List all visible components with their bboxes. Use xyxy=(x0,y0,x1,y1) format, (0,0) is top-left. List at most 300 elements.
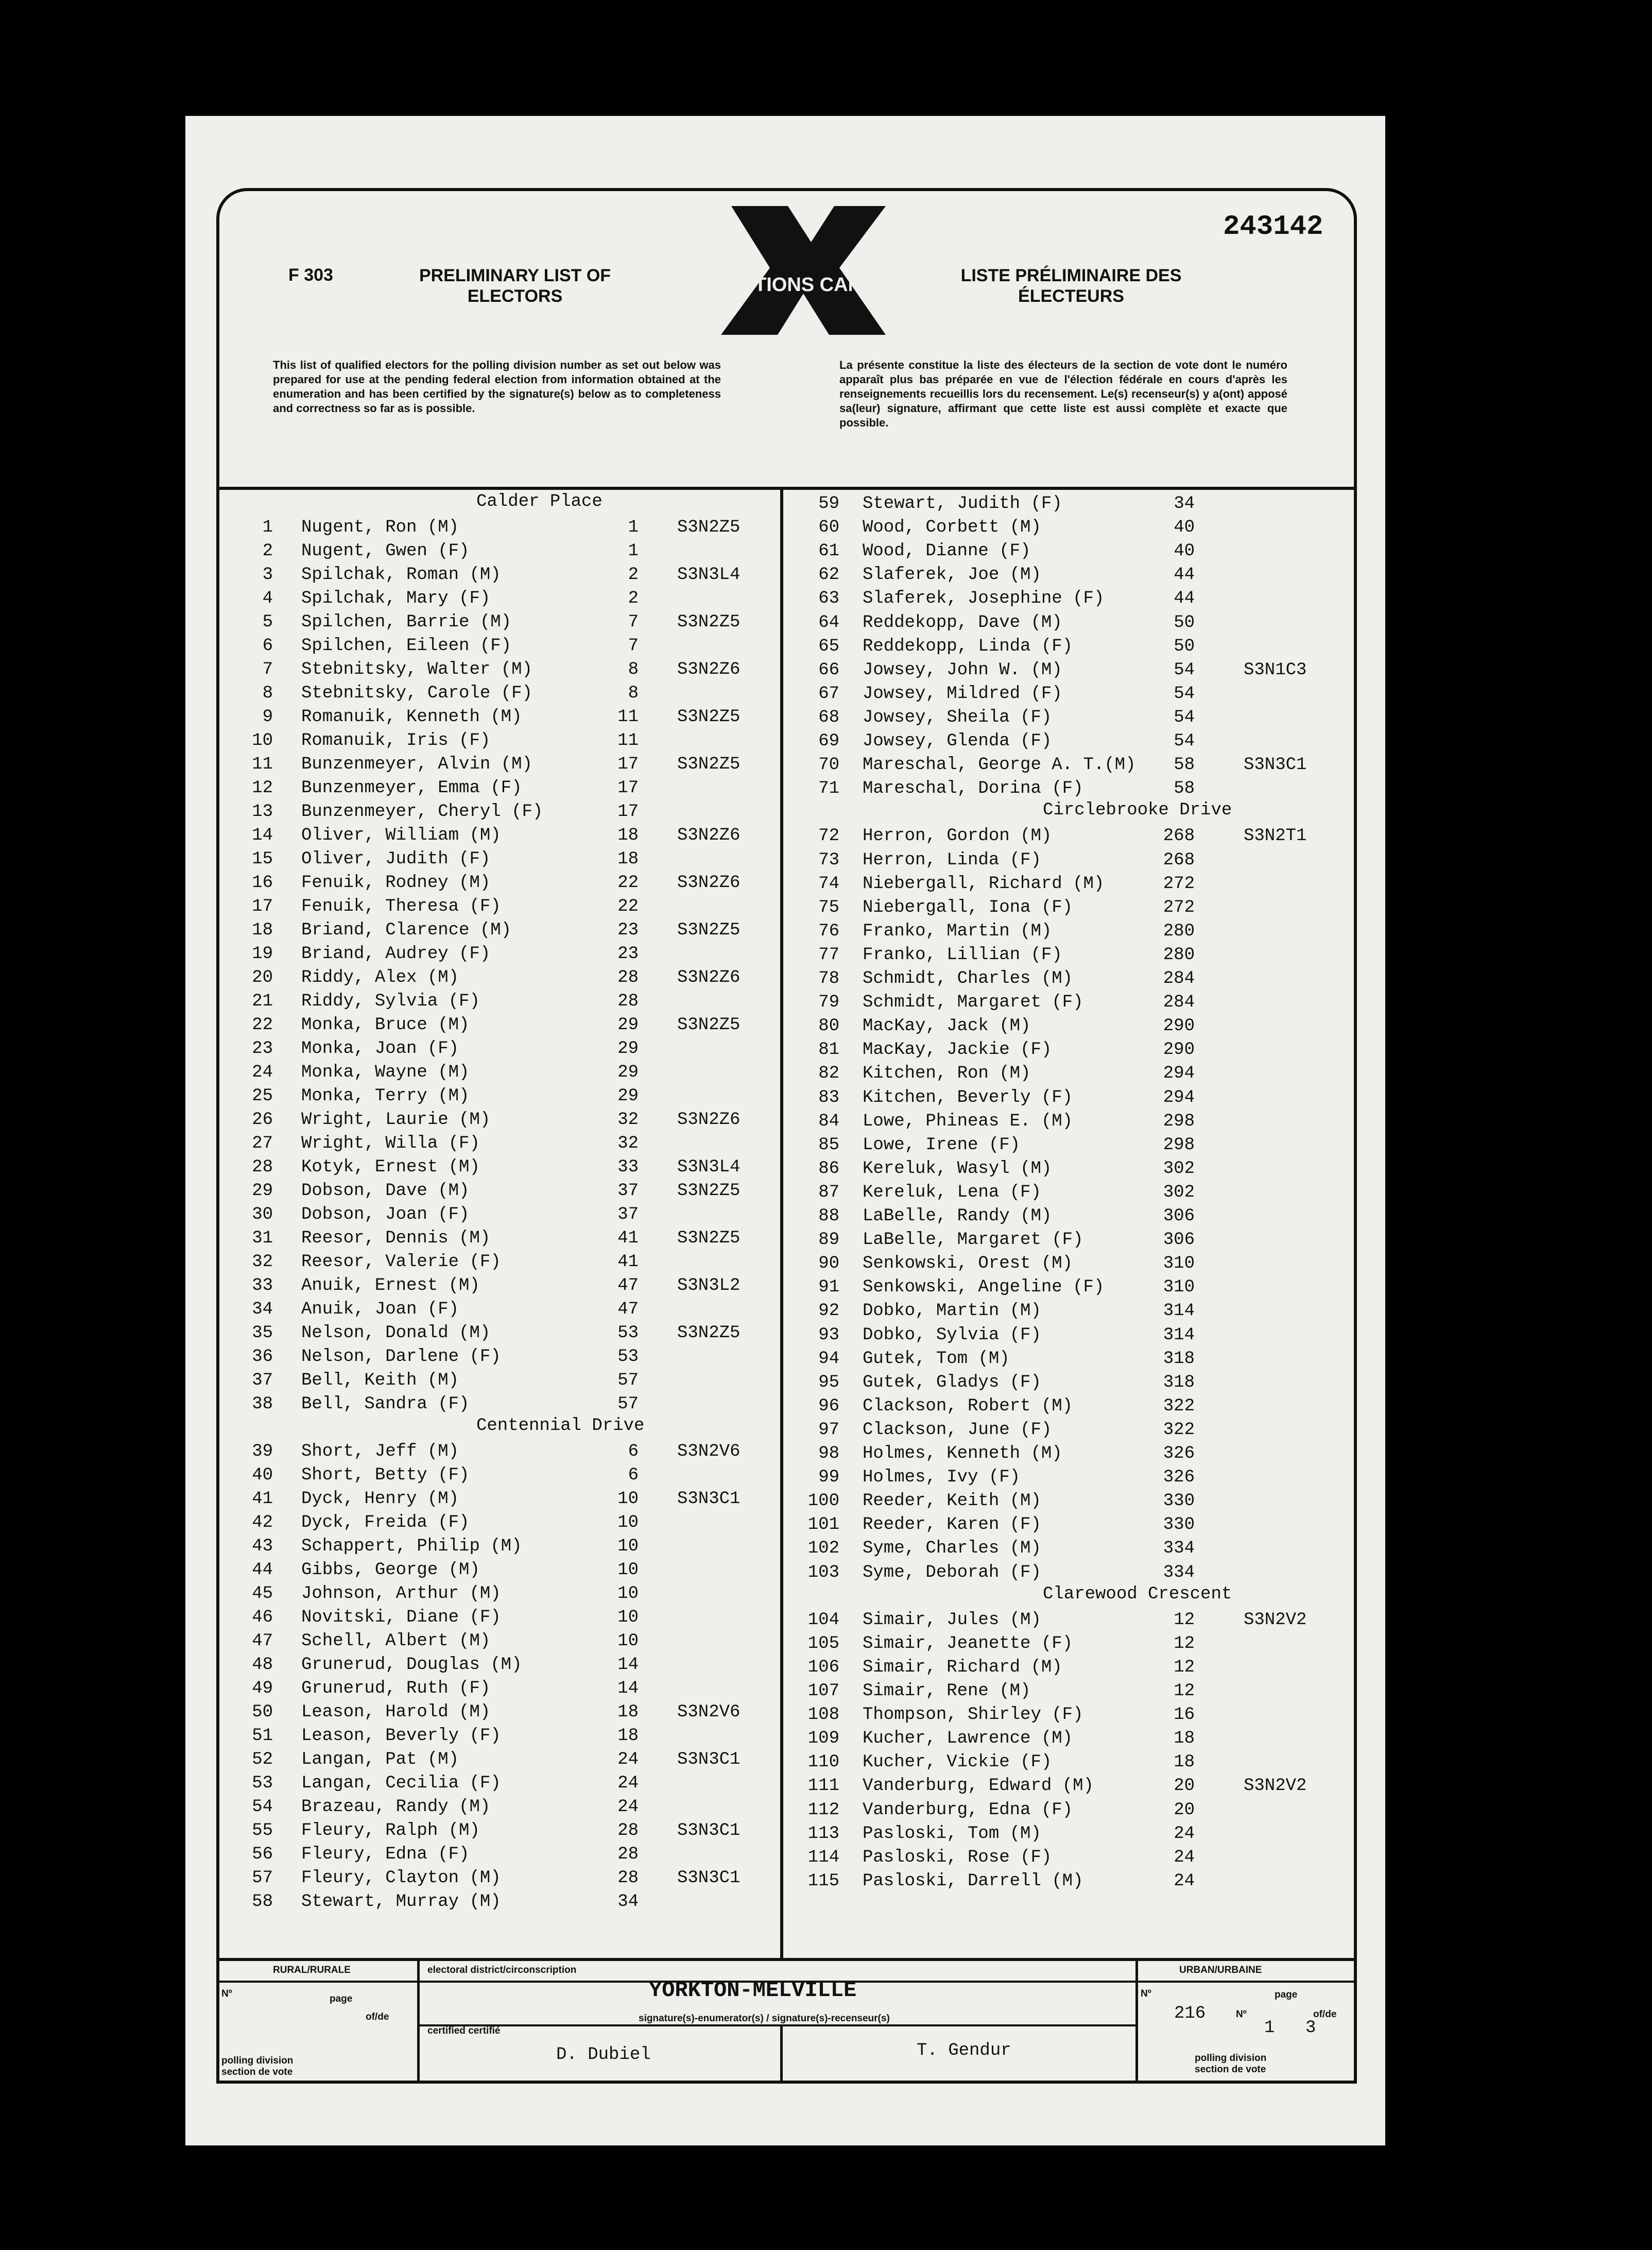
elector-number: 53 xyxy=(252,1774,273,1793)
elector-number: 78 xyxy=(818,969,839,988)
signature-2: T. Gendur xyxy=(917,2041,1011,2060)
elector-name: Gutek, Gladys (F) xyxy=(863,1372,1041,1392)
elector-number: 12 xyxy=(252,778,273,798)
elector-name: Kereluk, Wasyl (M) xyxy=(863,1158,1052,1179)
elector-name: Jowsey, Sheila (F) xyxy=(863,707,1052,727)
elector-row xyxy=(237,1392,778,1416)
elector-name: MacKay, Jack (M) xyxy=(863,1016,1031,1036)
elector-number: 48 xyxy=(252,1655,273,1675)
elector-number: 39 xyxy=(252,1442,273,1461)
elector-row xyxy=(237,1132,778,1155)
elector-address: 326 xyxy=(1163,1444,1195,1463)
elector-number: 37 xyxy=(252,1371,273,1390)
elector-number: 32 xyxy=(252,1252,273,1272)
elector-number: 35 xyxy=(252,1323,273,1343)
elector-row xyxy=(237,1463,778,1487)
elector-row xyxy=(803,1537,1354,1560)
rural-polling-label: polling division section de vote xyxy=(221,2055,294,2077)
elector-row xyxy=(237,824,778,847)
elector-address: 22 xyxy=(617,873,639,893)
elector-name: Short, Betty (F) xyxy=(301,1465,470,1485)
elector-name: Schappert, Philip (M) xyxy=(301,1537,522,1556)
elector-number: 59 xyxy=(818,494,839,514)
elector-name: Oliver, William (M) xyxy=(301,826,501,845)
elector-number: 105 xyxy=(807,1633,839,1654)
elector-number: 47 xyxy=(252,1631,273,1651)
elector-name: Fleury, Edna (F) xyxy=(301,1845,470,1864)
elector-name: Vanderburg, Edna (F) xyxy=(863,1800,1073,1820)
elector-name: Pasloski, Tom (M) xyxy=(863,1823,1041,1844)
elector-address: 40 xyxy=(1174,541,1195,561)
elector-name: Niebergall, Iona (F) xyxy=(863,897,1073,917)
elector-row xyxy=(803,1679,1354,1703)
elector-number: 58 xyxy=(252,1892,273,1912)
elector-name: Bell, Sandra (F) xyxy=(301,1394,470,1414)
elector-number: 62 xyxy=(818,565,839,585)
elector-row xyxy=(803,848,1354,872)
elector-number: 61 xyxy=(818,541,839,561)
elector-postal-code: S3N2Z6 xyxy=(677,968,741,987)
elector-row xyxy=(237,1535,778,1558)
elector-number: 22 xyxy=(252,1015,273,1035)
elector-address: 10 xyxy=(617,1608,639,1627)
elector-name: Nelson, Darlene (F) xyxy=(301,1347,501,1367)
elector-name: Briand, Clarence (M) xyxy=(301,921,512,940)
elector-address: 47 xyxy=(617,1300,639,1319)
elector-postal-code: S3N2V6 xyxy=(677,1702,741,1722)
elector-row xyxy=(237,753,778,776)
elector-number: 73 xyxy=(818,850,839,870)
elector-row xyxy=(803,824,1354,848)
elector-number: 51 xyxy=(252,1726,273,1746)
elector-name: Bell, Keith (M) xyxy=(301,1371,459,1390)
street-heading: Clarewood Crescent xyxy=(1043,1584,1232,1604)
elector-number: 94 xyxy=(818,1349,839,1369)
elector-address: 18 xyxy=(1174,1752,1195,1772)
elector-row xyxy=(803,1228,1354,1252)
elector-number: 4 xyxy=(262,589,273,608)
elector-row xyxy=(237,990,778,1013)
elector-name: Kitchen, Beverly (F) xyxy=(863,1087,1073,1107)
elector-row xyxy=(237,539,778,563)
elector-postal-code: S3N2Z6 xyxy=(677,1110,741,1130)
elector-number: 42 xyxy=(252,1513,273,1532)
elector-row xyxy=(803,919,1354,943)
elector-row xyxy=(237,1250,778,1274)
elector-name: Reeder, Keith (M) xyxy=(863,1491,1041,1511)
elector-number: 49 xyxy=(252,1679,273,1698)
elector-address: 17 xyxy=(617,755,639,774)
elector-number: 57 xyxy=(252,1868,273,1888)
elector-number: 67 xyxy=(818,684,839,704)
elector-address: 298 xyxy=(1163,1111,1195,1131)
elector-row xyxy=(237,1843,778,1866)
elector-row xyxy=(803,492,1354,516)
elector-address: 2 xyxy=(628,565,639,585)
elector-row xyxy=(803,1727,1354,1750)
elector-address: 10 xyxy=(617,1513,639,1532)
elector-row xyxy=(803,1157,1354,1181)
elector-number: 29 xyxy=(252,1181,273,1201)
elector-address: 318 xyxy=(1163,1372,1195,1392)
elector-name: Brazeau, Randy (M) xyxy=(301,1797,491,1817)
elector-address: 24 xyxy=(1174,1871,1195,1891)
elector-name: Monka, Bruce (M) xyxy=(301,1015,470,1035)
elector-name: Dyck, Henry (M) xyxy=(301,1489,459,1509)
footer-signature-rule xyxy=(420,2024,1135,2026)
elector-name: Jowsey, Mildred (F) xyxy=(863,684,1062,704)
elector-name: Briand, Audrey (F) xyxy=(301,944,491,964)
footer-left-box-divider xyxy=(417,1958,420,2084)
elector-number: 99 xyxy=(818,1468,839,1488)
elector-name: Fenuik, Rodney (M) xyxy=(301,873,491,893)
elector-name: Thompson, Shirley (F) xyxy=(863,1705,1083,1725)
elector-name: Short, Jeff (M) xyxy=(301,1442,459,1461)
elector-address: 57 xyxy=(617,1394,639,1414)
elector-address: 7 xyxy=(628,612,639,632)
elector-row xyxy=(237,658,778,681)
elector-address: 32 xyxy=(617,1110,639,1130)
elector-address: 18 xyxy=(1174,1729,1195,1749)
elector-name: Riddy, Sylvia (F) xyxy=(301,992,480,1011)
elector-row xyxy=(237,942,778,966)
elector-name: Dobko, Sylvia (F) xyxy=(863,1325,1041,1345)
elector-number: 56 xyxy=(252,1845,273,1864)
elector-number: 3 xyxy=(262,565,273,585)
elector-name: Syme, Charles (M) xyxy=(863,1539,1041,1559)
elector-address: 10 xyxy=(617,1489,639,1509)
elector-name: Syme, Deborah (F) xyxy=(863,1562,1041,1582)
elector-address: 334 xyxy=(1163,1539,1195,1559)
elector-name: LaBelle, Randy (M) xyxy=(863,1206,1052,1226)
elector-name: Langan, Cecilia (F) xyxy=(301,1774,501,1793)
elector-postal-code: S3N2Z5 xyxy=(677,518,741,537)
elector-row xyxy=(803,753,1354,777)
elector-number: 95 xyxy=(818,1372,839,1392)
elector-name: Dyck, Freida (F) xyxy=(301,1513,470,1532)
elector-name: Stebnitsky, Walter (M) xyxy=(301,660,532,679)
elector-address: 57 xyxy=(617,1371,639,1390)
elector-name: Herron, Linda (F) xyxy=(863,850,1041,870)
elector-address: 50 xyxy=(1174,612,1195,633)
elector-postal-code: S3N2Z5 xyxy=(677,1323,741,1343)
elector-row xyxy=(803,1394,1354,1418)
elector-number: 81 xyxy=(818,1040,839,1060)
urban-polling-label: polling division section de vote xyxy=(1195,2053,1267,2075)
elector-row xyxy=(803,1418,1354,1442)
elector-row xyxy=(803,635,1354,658)
elector-name: Stebnitsky, Carole (F) xyxy=(301,684,532,703)
elections-canada-logo xyxy=(702,206,905,335)
elector-number: 97 xyxy=(818,1420,839,1440)
elector-number: 107 xyxy=(807,1681,839,1701)
elector-address: 44 xyxy=(1174,589,1195,609)
elector-row xyxy=(237,1819,778,1843)
elector-name: Clackson, June (F) xyxy=(863,1420,1052,1440)
elector-address: 322 xyxy=(1163,1420,1195,1440)
elector-number: 88 xyxy=(818,1206,839,1226)
elector-address: 58 xyxy=(1174,779,1195,799)
elector-name: Romanuik, Iris (F) xyxy=(301,731,491,751)
elector-row xyxy=(237,776,778,800)
elector-name: Monka, Joan (F) xyxy=(301,1039,459,1059)
elector-row xyxy=(237,1487,778,1511)
elector-name: Johnson, Arthur (M) xyxy=(301,1584,501,1604)
elector-number: 115 xyxy=(807,1871,839,1891)
elector-row xyxy=(803,1750,1354,1774)
elector-address: 28 xyxy=(617,1868,639,1888)
elector-number: 96 xyxy=(818,1396,839,1416)
elector-row xyxy=(803,1062,1354,1085)
elector-number: 100 xyxy=(807,1491,839,1511)
elector-name: Nugent, Ron (M) xyxy=(301,518,459,537)
elector-name: Niebergall, Richard (M) xyxy=(863,874,1105,894)
elector-number: 110 xyxy=(807,1752,839,1772)
elector-postal-code: S3N2V2 xyxy=(1244,1776,1307,1796)
elector-name: Kereluk, Lena (F) xyxy=(863,1182,1041,1202)
elector-address: 37 xyxy=(617,1205,639,1224)
elector-row xyxy=(237,516,778,539)
elector-row xyxy=(237,1298,778,1321)
elector-address: 23 xyxy=(617,921,639,940)
elector-name: Leason, Beverly (F) xyxy=(301,1726,501,1746)
urban-page-no-label: Nº xyxy=(1236,2009,1247,2020)
elector-address: 284 xyxy=(1163,969,1195,988)
elector-name: Reeder, Karen (F) xyxy=(863,1515,1041,1535)
elector-row xyxy=(237,705,778,729)
elector-name: Wood, Dianne (F) xyxy=(863,541,1031,561)
elector-name: Slaferek, Josephine (F) xyxy=(863,589,1105,609)
elector-number: 108 xyxy=(807,1705,839,1725)
elector-address: 330 xyxy=(1163,1515,1195,1535)
elector-address: 54 xyxy=(1174,684,1195,704)
elector-address: 24 xyxy=(617,1750,639,1769)
elector-number: 72 xyxy=(818,826,839,846)
elector-number: 90 xyxy=(818,1254,839,1274)
elector-row xyxy=(803,516,1354,539)
elector-number: 69 xyxy=(818,731,839,751)
elector-address: 12 xyxy=(1174,1610,1195,1630)
elector-row xyxy=(237,1748,778,1771)
elector-name: Dobson, Joan (F) xyxy=(301,1205,470,1224)
elector-name: Wright, Willa (F) xyxy=(301,1134,480,1153)
elector-name: Anuik, Ernest (M) xyxy=(301,1276,480,1296)
elector-address: 14 xyxy=(617,1679,639,1698)
elector-name: Senkowski, Angeline (F) xyxy=(863,1277,1105,1298)
elector-number: 91 xyxy=(818,1277,839,1298)
elector-address: 298 xyxy=(1163,1135,1195,1155)
elector-row xyxy=(803,1181,1354,1204)
elector-row xyxy=(237,1558,778,1582)
elector-postal-code: S3N2Z5 xyxy=(677,612,741,632)
district-name: YORKTON-MELVILLE xyxy=(649,1978,857,2003)
elector-address: 272 xyxy=(1163,874,1195,894)
elector-row xyxy=(237,634,778,658)
elector-postal-code: S3N2Z5 xyxy=(677,755,741,774)
elector-number: 76 xyxy=(818,921,839,941)
elector-row xyxy=(803,1038,1354,1062)
elector-name: Gibbs, George (M) xyxy=(301,1560,480,1580)
elector-postal-code: S3N3C1 xyxy=(677,1750,741,1769)
page-total: 3 xyxy=(1305,2018,1316,2038)
logo-text: ÉLECTIONS CANADA xyxy=(702,274,905,296)
elector-address: 41 xyxy=(617,1252,639,1272)
elector-row xyxy=(803,1774,1354,1798)
elector-number: 82 xyxy=(818,1064,839,1084)
elector-number: 1 xyxy=(262,518,273,537)
elector-row xyxy=(803,682,1354,706)
urban-label: URBAN/URBAINE xyxy=(1179,1965,1262,1975)
elector-postal-code: S3N2Z6 xyxy=(677,660,741,679)
elector-address: 290 xyxy=(1163,1016,1195,1036)
elector-name: Grunerud, Ruth (F) xyxy=(301,1679,491,1698)
elector-row xyxy=(237,1606,778,1629)
elector-address: 28 xyxy=(617,1821,639,1840)
elector-row xyxy=(237,1226,778,1250)
elector-name: Kucher, Vickie (F) xyxy=(863,1752,1052,1772)
elector-number: 80 xyxy=(818,1016,839,1036)
rural-no-label: Nº xyxy=(221,1988,232,1999)
elector-address: 290 xyxy=(1163,1040,1195,1060)
elector-number: 66 xyxy=(818,660,839,680)
elector-address: 29 xyxy=(617,1063,639,1082)
elector-postal-code: S3N2Z5 xyxy=(677,1229,741,1248)
elector-name: Spilchak, Mary (F) xyxy=(301,589,491,608)
elector-number: 46 xyxy=(252,1608,273,1627)
elector-postal-code: S3N3L2 xyxy=(677,1276,741,1296)
elector-address: 34 xyxy=(1174,494,1195,514)
elector-name: Wood, Corbett (M) xyxy=(863,518,1041,538)
elector-address: 12 xyxy=(1174,1681,1195,1701)
elector-postal-code: S3N3C1 xyxy=(677,1868,741,1888)
elector-row xyxy=(237,1440,778,1463)
elector-row xyxy=(803,1632,1354,1656)
elector-name: Vanderburg, Edward (M) xyxy=(863,1776,1094,1796)
elector-address: 18 xyxy=(617,826,639,845)
elector-row xyxy=(803,1822,1354,1846)
elector-number: 86 xyxy=(818,1158,839,1179)
elector-row xyxy=(237,1203,778,1226)
elector-number: 41 xyxy=(252,1489,273,1509)
elector-row xyxy=(803,1869,1354,1893)
elector-row xyxy=(237,1890,778,1914)
elector-address: 29 xyxy=(617,1015,639,1035)
elector-address: 7 xyxy=(628,636,639,656)
elector-name: Lowe, Phineas E. (M) xyxy=(863,1111,1073,1131)
elector-name: Spilchak, Roman (M) xyxy=(301,565,501,585)
elector-row xyxy=(803,1465,1354,1489)
elector-row xyxy=(803,1846,1354,1869)
intro-en: This list of qualified electors for the polling division number as set out below was prepared for use at the pending federal election from information obtained at the enumeration and has been certified by the signature(s) below as to completeness and correctness so far as is possible. xyxy=(273,359,721,415)
elector-name: Fleury, Ralph (M) xyxy=(301,1821,480,1840)
elector-name: Stewart, Murray (M) xyxy=(301,1892,501,1912)
title-fr: LISTE PRÉLIMINAIRE DES ÉLECTEURS xyxy=(960,266,1182,306)
elector-name: Spilchen, Eileen (F) xyxy=(301,636,512,656)
elector-name: Mareschal, George A. T.(M) xyxy=(863,755,1136,775)
elector-name: Senkowski, Orest (M) xyxy=(863,1254,1073,1274)
elector-address: 16 xyxy=(1174,1705,1195,1725)
elector-row xyxy=(803,1513,1354,1537)
elector-row xyxy=(237,1061,778,1084)
elector-name: Novitski, Diane (F) xyxy=(301,1608,501,1627)
elector-name: Wright, Laurie (M) xyxy=(301,1110,491,1130)
form-code: F 303 xyxy=(288,265,333,285)
elector-address: 54 xyxy=(1174,707,1195,727)
elector-name: Pasloski, Darrell (M) xyxy=(863,1871,1083,1891)
elector-address: 310 xyxy=(1163,1254,1195,1274)
elector-address: 12 xyxy=(1174,1657,1195,1677)
elector-address: 54 xyxy=(1174,660,1195,680)
elector-row xyxy=(237,1155,778,1179)
elector-number: 52 xyxy=(252,1750,273,1769)
elector-number: 93 xyxy=(818,1325,839,1345)
elector-postal-code: S3N2Z6 xyxy=(677,873,741,893)
elector-address: 330 xyxy=(1163,1491,1195,1511)
elector-address: 17 xyxy=(617,802,639,822)
signature-label: signature(s)-enumerator(s) / signature(s)-recenseur(s) xyxy=(639,2013,890,2024)
elector-row xyxy=(803,1489,1354,1513)
elector-number: 98 xyxy=(818,1444,839,1463)
elector-name: Riddy, Alex (M) xyxy=(301,968,459,987)
elector-address: 284 xyxy=(1163,993,1195,1013)
elector-row xyxy=(237,587,778,610)
elector-name: Leason, Harold (M) xyxy=(301,1702,491,1722)
elector-name: Bunzenmeyer, Emma (F) xyxy=(301,778,522,798)
footer-right-box-divider xyxy=(1135,1958,1138,2084)
elector-row xyxy=(803,1656,1354,1679)
elector-row xyxy=(237,729,778,753)
elector-address: 29 xyxy=(617,1086,639,1106)
elector-number: 6 xyxy=(262,636,273,656)
elector-name: Pasloski, Rose (F) xyxy=(863,1847,1052,1867)
elector-row xyxy=(237,610,778,634)
elector-address: 33 xyxy=(617,1157,639,1177)
elector-number: 43 xyxy=(252,1537,273,1556)
urban-page-label: page xyxy=(1275,1989,1298,2000)
rural-label: RURAL/RURALE xyxy=(273,1965,351,1975)
elector-number: 75 xyxy=(818,897,839,917)
elector-name: Lowe, Irene (F) xyxy=(863,1135,1021,1155)
elector-address: 44 xyxy=(1174,565,1195,585)
elector-address: 10 xyxy=(617,1631,639,1651)
elector-postal-code: S3N3C1 xyxy=(677,1489,741,1509)
elector-row xyxy=(803,1323,1354,1347)
elector-number: 111 xyxy=(807,1776,839,1796)
footer-signature-divider xyxy=(780,2024,783,2084)
elector-row xyxy=(237,1700,778,1724)
elector-row xyxy=(237,1369,778,1392)
elector-row xyxy=(803,967,1354,991)
elector-address: 280 xyxy=(1163,945,1195,965)
polling-number: 216 xyxy=(1174,2004,1206,2023)
elector-postal-code: S3N2V2 xyxy=(1244,1610,1307,1630)
elector-name: Spilchen, Barrie (M) xyxy=(301,612,512,632)
elector-name: Stewart, Judith (F) xyxy=(863,494,1062,514)
elector-row xyxy=(803,1275,1354,1299)
rural-of-label: of/de xyxy=(366,2012,389,2022)
page-number: 1 xyxy=(1264,2018,1275,2038)
elector-name: Simair, Richard (M) xyxy=(863,1657,1062,1677)
elector-number: 79 xyxy=(818,993,839,1013)
elector-address: 53 xyxy=(617,1347,639,1367)
elector-address: 20 xyxy=(1174,1800,1195,1820)
elector-number: 84 xyxy=(818,1111,839,1131)
elector-number: 50 xyxy=(252,1702,273,1722)
elector-name: Franko, Martin (M) xyxy=(863,921,1052,941)
elector-row xyxy=(803,777,1354,800)
elector-row xyxy=(803,611,1354,635)
elector-postal-code: S3N3C1 xyxy=(677,1821,741,1840)
